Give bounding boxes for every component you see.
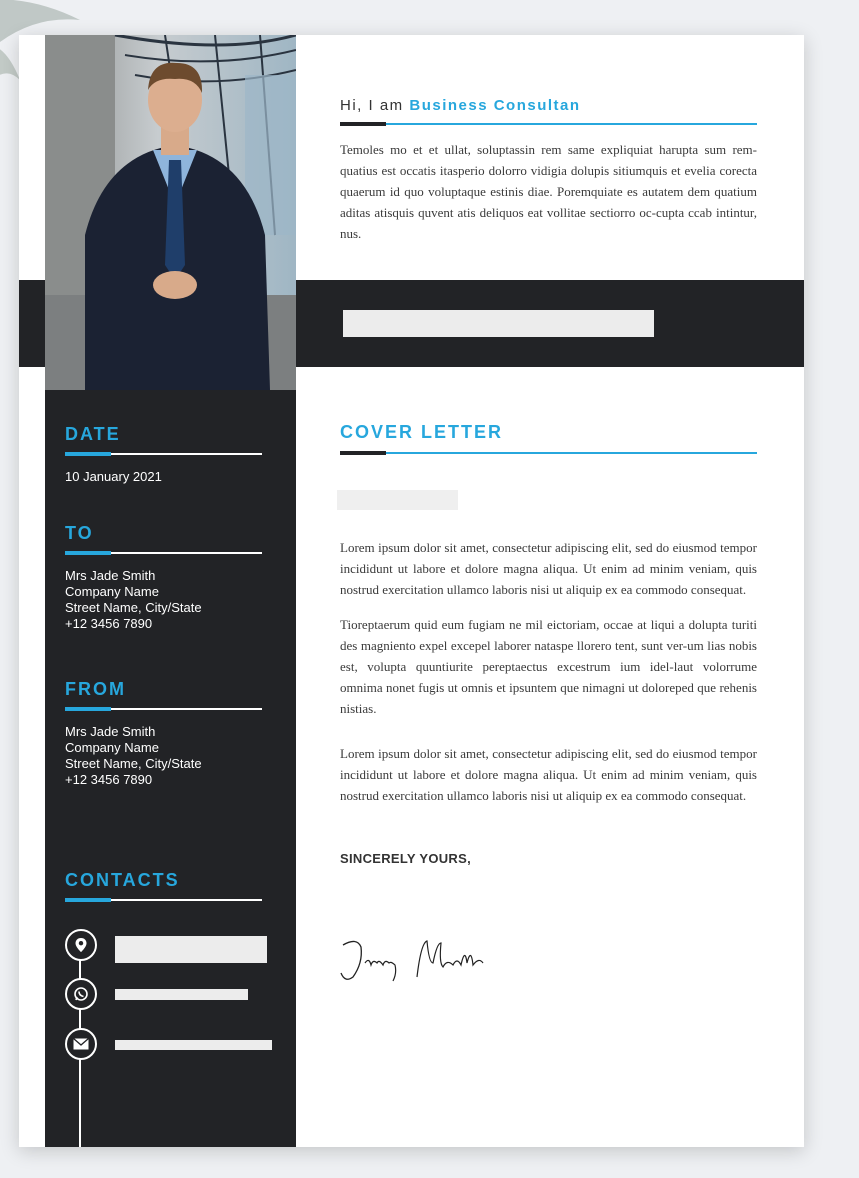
sender-company: Company Name: [65, 740, 159, 755]
sender-name: Mrs Jade Smith: [65, 724, 156, 739]
greeting: [340, 97, 757, 114]
letter-date-redaction: [337, 490, 458, 510]
email-redaction: [115, 1040, 272, 1050]
name-redaction-bar: [343, 310, 654, 337]
intro-section: [340, 97, 757, 244]
date-section: [65, 423, 262, 485]
letter-paragraph: Lorem ipsum dolor sit amet, consectetur adipiscing elit, sed do eiusmod tempor incididunt ut labore et dolore magna aliqua. Ut enim ad minim veniam, quis nostrud exercitation ullamco laboris nisi ut aliquip ex ea commodo consequat.: [340, 540, 757, 597]
contacts-rule: [65, 899, 262, 901]
recipient-name: Mrs Jade Smith: [65, 568, 156, 583]
date-heading: DATE: [65, 424, 121, 444]
profile-photo: [45, 35, 296, 390]
date-value: 10 January 2021: [65, 469, 162, 484]
job-title: Business Consultan: [409, 97, 581, 114]
contacts-section: [65, 869, 262, 915]
envelope-icon: [65, 1028, 97, 1060]
recipient-address: [65, 568, 262, 632]
cover-letter-rule: [340, 452, 757, 454]
to-heading: TO: [65, 523, 94, 543]
greeting-prefix: Hi, I am: [340, 97, 404, 114]
intro-paragraph: Temoles mo et et ullat, soluptassin rem same expliquiat harupta sum rem-quatius est occatis itasperio dolorro vidigia dolupis sitiumquis et evelia corecta quaerum id quo voluptaque estinis diae. Poremquiate es autatem dem quatium aditas atisquis quvent atis deliquos eat vollitae sectiorro oc-cupta ccab intintur, nus.: [340, 142, 757, 241]
recipient-street: Street Name, City/State: [65, 600, 202, 615]
letter-heading-block: [340, 421, 757, 454]
letter-body: [340, 537, 757, 866]
date-rule: [65, 453, 262, 455]
whatsapp-icon: [65, 978, 97, 1010]
sender-street: Street Name, City/State: [65, 756, 202, 771]
handwritten-signature: [335, 933, 495, 987]
to-section: [65, 522, 262, 632]
contacts-heading: CONTACTS: [65, 870, 180, 890]
letter-paragraph: Tioreptaerum quid eum fugiam ne mil eictoriam, occae at liqui a dolupta turiti des magniento expel excepel laborer nataspe llorero tent, sunt ver-um lias nobis est, volupta quuntiurite pereptaectus excestrum ium idel-laut volorrume omnima nonet fugis ut omnis et ipsuntem que nimagni ut doloreped que rehenis nistias.: [340, 617, 757, 716]
greeting-rule: [340, 123, 757, 125]
sidebar: [45, 35, 296, 1147]
sender-phone: +12 3456 7890: [65, 772, 153, 787]
cover-letter-title: COVER LETTER: [340, 422, 504, 442]
recipient-company: Company Name: [65, 584, 159, 599]
from-section: [65, 678, 262, 788]
letter-paragraph: Lorem ipsum dolor sit amet, consectetur adipiscing elit, sed do eiusmod tempor incididunt ut labore et dolore magna aliqua. Ut enim ad minim veniam, quis nostrud exercitation ullamco laboris nisi ut aliquip ex ea commodo consequat.: [340, 746, 757, 803]
from-heading: FROM: [65, 679, 126, 699]
recipient-phone: +12 3456 7890: [65, 616, 153, 631]
address-redaction: [115, 936, 267, 963]
closing-salutation: SINCERELY YOURS,: [340, 851, 471, 866]
sender-address: [65, 724, 262, 788]
from-rule: [65, 708, 262, 710]
cover-letter-page: [19, 35, 804, 1147]
phone-redaction: [115, 989, 248, 1000]
to-rule: [65, 552, 262, 554]
location-pin-icon: [65, 929, 97, 961]
